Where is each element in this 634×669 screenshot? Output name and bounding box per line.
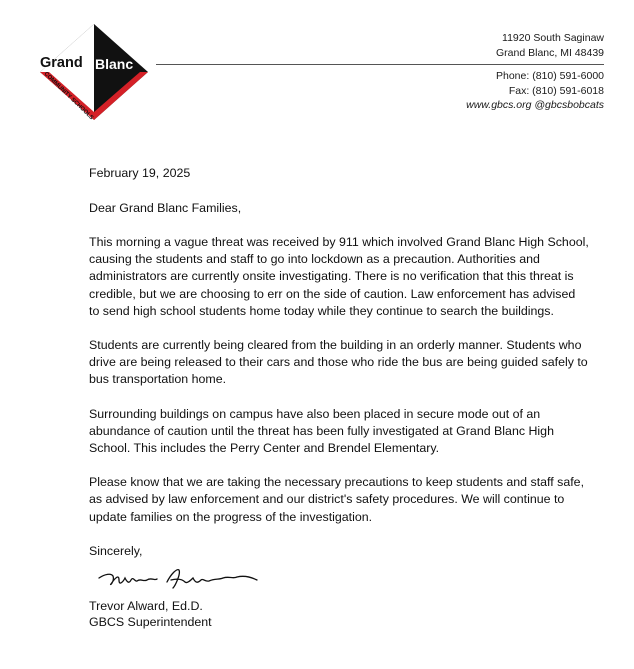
handwritten-signature xyxy=(95,564,265,594)
contact-fax: Fax: (810) 591-6018 xyxy=(508,84,604,97)
logo-word-blanc: Blanc xyxy=(95,56,134,72)
letter-body xyxy=(89,165,589,630)
letter-paragraph: This morning a vague threat was received by 911 which involved Grand Blanc High School, causing the students and staff to go into lockdown as a precaution. Authorities and administrators are currently onsite investigating. There is no verification that this threat is credible, but we are choosing to err on the side of caution. Law enforcement has advised to send high school students home today while they continue to search the buildings. xyxy=(89,234,589,318)
logo-word-grand: Grand xyxy=(40,55,83,71)
contact-phone: Phone: (810) 591-6000 xyxy=(496,70,604,82)
letter-greeting: Dear Grand Blanc Families, xyxy=(89,200,242,215)
district-logo xyxy=(36,22,150,122)
letter-paragraph: Students are currently being cleared from the building in an orderly manner. Students who drive are being released to their cars and those who ride the bus are being guided safely to bus transportation home. xyxy=(89,337,588,387)
letter-closing: Sincerely, xyxy=(89,543,143,558)
logo-tagline: COMMUNITY SCHOOLS xyxy=(42,71,95,122)
address-city: Grand Blanc, MI 48439 xyxy=(496,46,604,59)
letterhead-divider xyxy=(156,64,604,65)
letter-paragraph: Please know that we are taking the necessary precautions to keep students and staff safe, as advised by law enforcement and our district's safety procedures. We will continue to update families on the progress of the investigation. xyxy=(89,475,585,524)
signer-name: Trevor Alward, Ed.D. xyxy=(89,598,203,613)
district-address xyxy=(496,31,604,60)
address-street: 11920 South Saginaw xyxy=(502,32,604,44)
signer-title: GBCS Superintendent xyxy=(89,614,212,629)
district-contact xyxy=(466,69,604,113)
letter-date: February 19, 2025 xyxy=(89,166,191,180)
contact-web: www.gbcs.org @gbcsbobcats xyxy=(466,99,604,111)
letter-paragraph: Surrounding buildings on campus have also been placed in secure mode out of an abundance of caution until the threat has been fully investigated at Grand Blanc High School. This includes the Perry Center and Brendel Elementary. xyxy=(89,406,554,455)
